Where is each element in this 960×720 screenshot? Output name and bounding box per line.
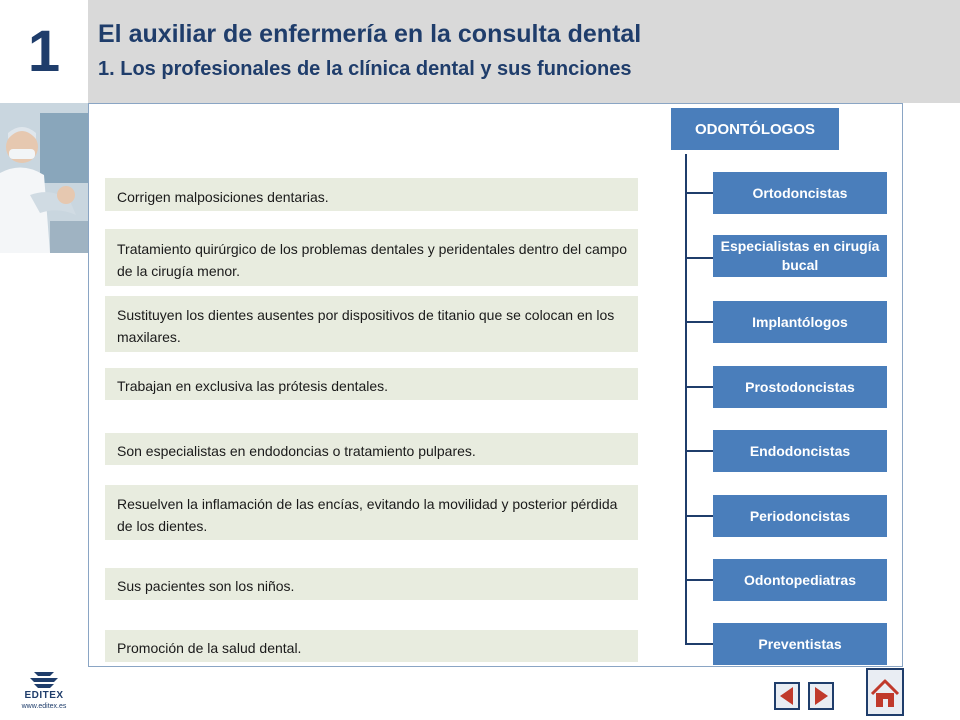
description-text: Trabajan en exclusiva las prótesis dentales. — [117, 378, 389, 394]
page-title: El auxiliar de enfermería en la consulta dental — [98, 20, 642, 48]
specialist-box-endodoncistas: Endodoncistas — [713, 430, 887, 472]
home-button[interactable] — [866, 668, 904, 716]
tree-trunk-line — [685, 154, 687, 645]
tree-branch-line — [685, 321, 713, 323]
specialist-box-ortodoncistas: Ortodoncistas — [713, 172, 887, 214]
description-text: Son especialistas en endodoncias o tratamiento pulpares. — [117, 443, 476, 459]
description-box — [105, 368, 638, 400]
description-box — [105, 229, 638, 286]
next-slide-button[interactable] — [808, 682, 834, 710]
dentist-illustration — [0, 103, 88, 253]
description-text: Resuelven la inflamación de las encías, evitando la movilidad y posterior pérdida de los dientes. — [117, 495, 618, 534]
specialist-box-prostodoncistas: Prostodoncistas — [713, 366, 887, 408]
specialist-box-preventistas: Preventistas — [713, 623, 887, 665]
tree-branch-line — [685, 257, 713, 259]
tree-branch-line — [685, 450, 713, 452]
description-text: Corrigen malposiciones dentarias. — [117, 188, 329, 205]
home-icon — [868, 670, 902, 714]
description-box — [105, 485, 638, 540]
chapter-number: 1 — [27, 19, 61, 84]
description-box — [105, 568, 638, 600]
logo-url: www.editex.es — [21, 703, 67, 710]
tree-branch-line — [685, 192, 713, 194]
specialist-box-implantologos: Implantólogos — [713, 301, 887, 343]
description-box — [105, 296, 638, 352]
description-box — [105, 630, 638, 662]
description-box — [105, 433, 638, 465]
dentist-photo — [0, 103, 88, 253]
header-bar — [88, 0, 960, 103]
tree-branch-line — [685, 643, 713, 645]
specialist-box-odontopediatras: Odontopediatras — [713, 559, 887, 601]
description-text: Sus pacientes son los niños. — [117, 578, 295, 594]
tree-branch-line — [685, 579, 713, 581]
description-text: Sustituyen los dientes ausentes por dispositivos de titanio que se colocan en los maxilares. — [117, 307, 615, 345]
logo-text: EDITEX — [24, 690, 64, 701]
page-subtitle: 1. Los profesionales de la clínica dental y sus funciones — [98, 58, 632, 80]
prev-slide-button[interactable] — [774, 682, 800, 710]
tree-branch-line — [685, 386, 713, 388]
specialist-box-cirugia-bucal: Especialistas en cirugía bucal — [713, 235, 887, 277]
description-box — [105, 178, 638, 211]
specialist-box-periodoncistas: Periodoncistas — [713, 495, 887, 537]
tree-branch-line — [685, 515, 713, 517]
description-text: Tratamiento quirúrgico de los problemas dentales y peridentales dentro del campo de la cirugía menor. — [117, 240, 627, 279]
odontologos-root-box: ODONTÓLOGOS — [671, 108, 839, 150]
description-text: Promoción de la salud dental. — [117, 640, 302, 656]
